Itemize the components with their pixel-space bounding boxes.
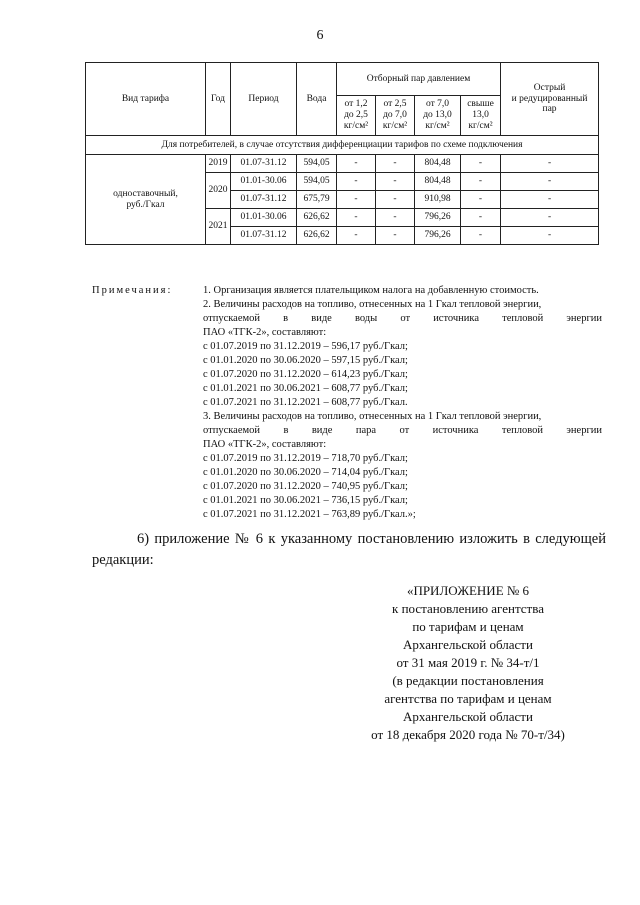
- cell-steam-3: 804,48: [415, 155, 461, 173]
- header-period: Период: [231, 63, 297, 136]
- note-line: с 01.07.2021 по 31.12.2021 – 763,89 руб./Гкал.»;: [203, 509, 416, 520]
- cell-steam-3: 804,48: [415, 173, 461, 191]
- cell-steam-3: 910,98: [415, 191, 461, 209]
- note-line: 1. Организация является плательщиком налога на добавленную стоимость.: [203, 285, 539, 296]
- cell-sharp: -: [501, 191, 599, 209]
- cell-steam-2: -: [376, 209, 415, 227]
- note-line: с 01.01.2020 по 30.06.2020 – 597,15 руб./Гкал;: [203, 355, 408, 366]
- cell-steam-2: -: [376, 227, 415, 245]
- note-line: с 01.07.2020 по 31.12.2020 – 740,95 руб./Гкал;: [203, 481, 408, 492]
- cell-steam-2: -: [376, 191, 415, 209]
- note-line: 2. Величины расходов на топливо, отнесенных на 1 Гкал тепловой энергии,: [203, 299, 542, 310]
- cell-steam-1: -: [337, 227, 376, 245]
- note-line: с 01.07.2019 по 31.12.2019 – 596,17 руб./Гкал;: [203, 341, 408, 352]
- appendix-line: (в редакции постановления: [392, 673, 544, 688]
- cell-steam-4: -: [461, 173, 501, 191]
- cell-period: 01.01-30.06: [231, 209, 297, 227]
- appendix-line: по тарифам и ценам: [412, 619, 524, 634]
- note-line: с 01.07.2019 по 31.12.2019 – 718,70 руб./Гкал;: [203, 453, 408, 464]
- header-steam-group: Отборный пар давлением: [337, 63, 501, 96]
- cell-year: 2020: [206, 173, 231, 209]
- tariff-name: одноставочный, руб./Гкал: [86, 155, 206, 245]
- cell-sharp: -: [501, 227, 599, 245]
- appendix-line: от 31 мая 2019 г. № 34-т/1: [396, 655, 540, 670]
- cell-sharp: -: [501, 155, 599, 173]
- note-line: с 01.07.2021 по 31.12.2021 – 608,77 руб./Гкал.: [203, 397, 408, 408]
- header-tariff-type: Вид тарифа: [86, 63, 206, 136]
- note-line: ПАО «ТГК-2», составляют:: [203, 439, 327, 450]
- header-steam-2-5-7: от 2,5 до 7,0 кг/см²: [376, 96, 415, 136]
- cell-period: 01.01-30.06: [231, 173, 297, 191]
- tariff-table: [85, 62, 599, 245]
- cell-period: 01.07-31.12: [231, 227, 297, 245]
- cell-steam-3: 796,26: [415, 227, 461, 245]
- cell-steam-1: -: [337, 173, 376, 191]
- cell-year: 2021: [206, 209, 231, 245]
- header-sharp-steam: Острый и редуцированный пар: [501, 63, 599, 136]
- cell-water: 675,79: [297, 191, 337, 209]
- appendix-header: [340, 582, 596, 744]
- note-line: отпускаемой в виде пара от источника тепловой энергии: [203, 425, 602, 436]
- note-line: с 01.07.2020 по 31.12.2020 – 614,23 руб./Гкал;: [203, 369, 408, 380]
- note-line: с 01.01.2021 по 30.06.2021 – 736,15 руб./Гкал;: [203, 495, 408, 506]
- appendix-line: к постановлению агентства: [392, 601, 544, 616]
- cell-water: 626,62: [297, 227, 337, 245]
- appendix-line: от 18 декабря 2020 года № 70-т/34): [371, 727, 565, 742]
- note-line: с 01.01.2021 по 30.06.2021 – 608,77 руб./Гкал;: [203, 383, 408, 394]
- header-steam-1-2-5: от 1,2 до 2,5 кг/см²: [337, 96, 376, 136]
- appendix-line: Архангельской области: [403, 709, 533, 724]
- amendment-paragraph: 6) приложение № 6 к указанному постановлению изложить в следующей редакции:: [92, 531, 606, 568]
- cell-water: 594,05: [297, 173, 337, 191]
- table-row: [86, 155, 599, 173]
- header-water: Вода: [297, 63, 337, 136]
- cell-period: 01.07-31.12: [231, 155, 297, 173]
- appendix-line: «ПРИЛОЖЕНИЕ № 6: [406, 583, 530, 598]
- notes-body: [203, 284, 602, 522]
- header-steam-7-13: от 7,0 до 13,0 кг/см²: [415, 96, 461, 136]
- cell-steam-2: -: [376, 173, 415, 191]
- appendix-line: Архангельской области: [403, 637, 533, 652]
- cell-sharp: -: [501, 173, 599, 191]
- cell-water: 594,05: [297, 155, 337, 173]
- note-line: ПАО «ТГК-2», составляют:: [203, 327, 327, 338]
- cell-year: 2019: [206, 155, 231, 173]
- cell-steam-4: -: [461, 191, 501, 209]
- cell-steam-4: -: [461, 209, 501, 227]
- cell-steam-4: -: [461, 155, 501, 173]
- cell-steam-4: -: [461, 227, 501, 245]
- cell-steam-1: -: [337, 191, 376, 209]
- note-line: 3. Величины расходов на топливо, отнесенных на 1 Гкал тепловой энергии,: [203, 411, 542, 422]
- page-number: 6: [316, 28, 324, 43]
- note-line: отпускаемой в виде воды от источника тепловой энергии: [203, 313, 602, 324]
- cell-steam-1: -: [337, 155, 376, 173]
- cell-steam-1: -: [337, 209, 376, 227]
- note-line: с 01.01.2020 по 30.06.2020 – 714,04 руб./Гкал;: [203, 467, 408, 478]
- cell-water: 626,62: [297, 209, 337, 227]
- cell-steam-3: 796,26: [415, 209, 461, 227]
- cell-steam-2: -: [376, 155, 415, 173]
- header-year: Год: [206, 63, 231, 136]
- appendix-line: агентства по тарифам и ценам: [384, 691, 552, 706]
- cell-period: 01.07-31.12: [231, 191, 297, 209]
- header-steam-over-13: свыше 13,0 кг/см²: [461, 96, 501, 136]
- table-subheader: Для потребителей, в случае отсутствия дифференциации тарифов по схеме подключения: [86, 136, 599, 155]
- cell-sharp: -: [501, 209, 599, 227]
- notes-label: Примечания:: [92, 285, 173, 296]
